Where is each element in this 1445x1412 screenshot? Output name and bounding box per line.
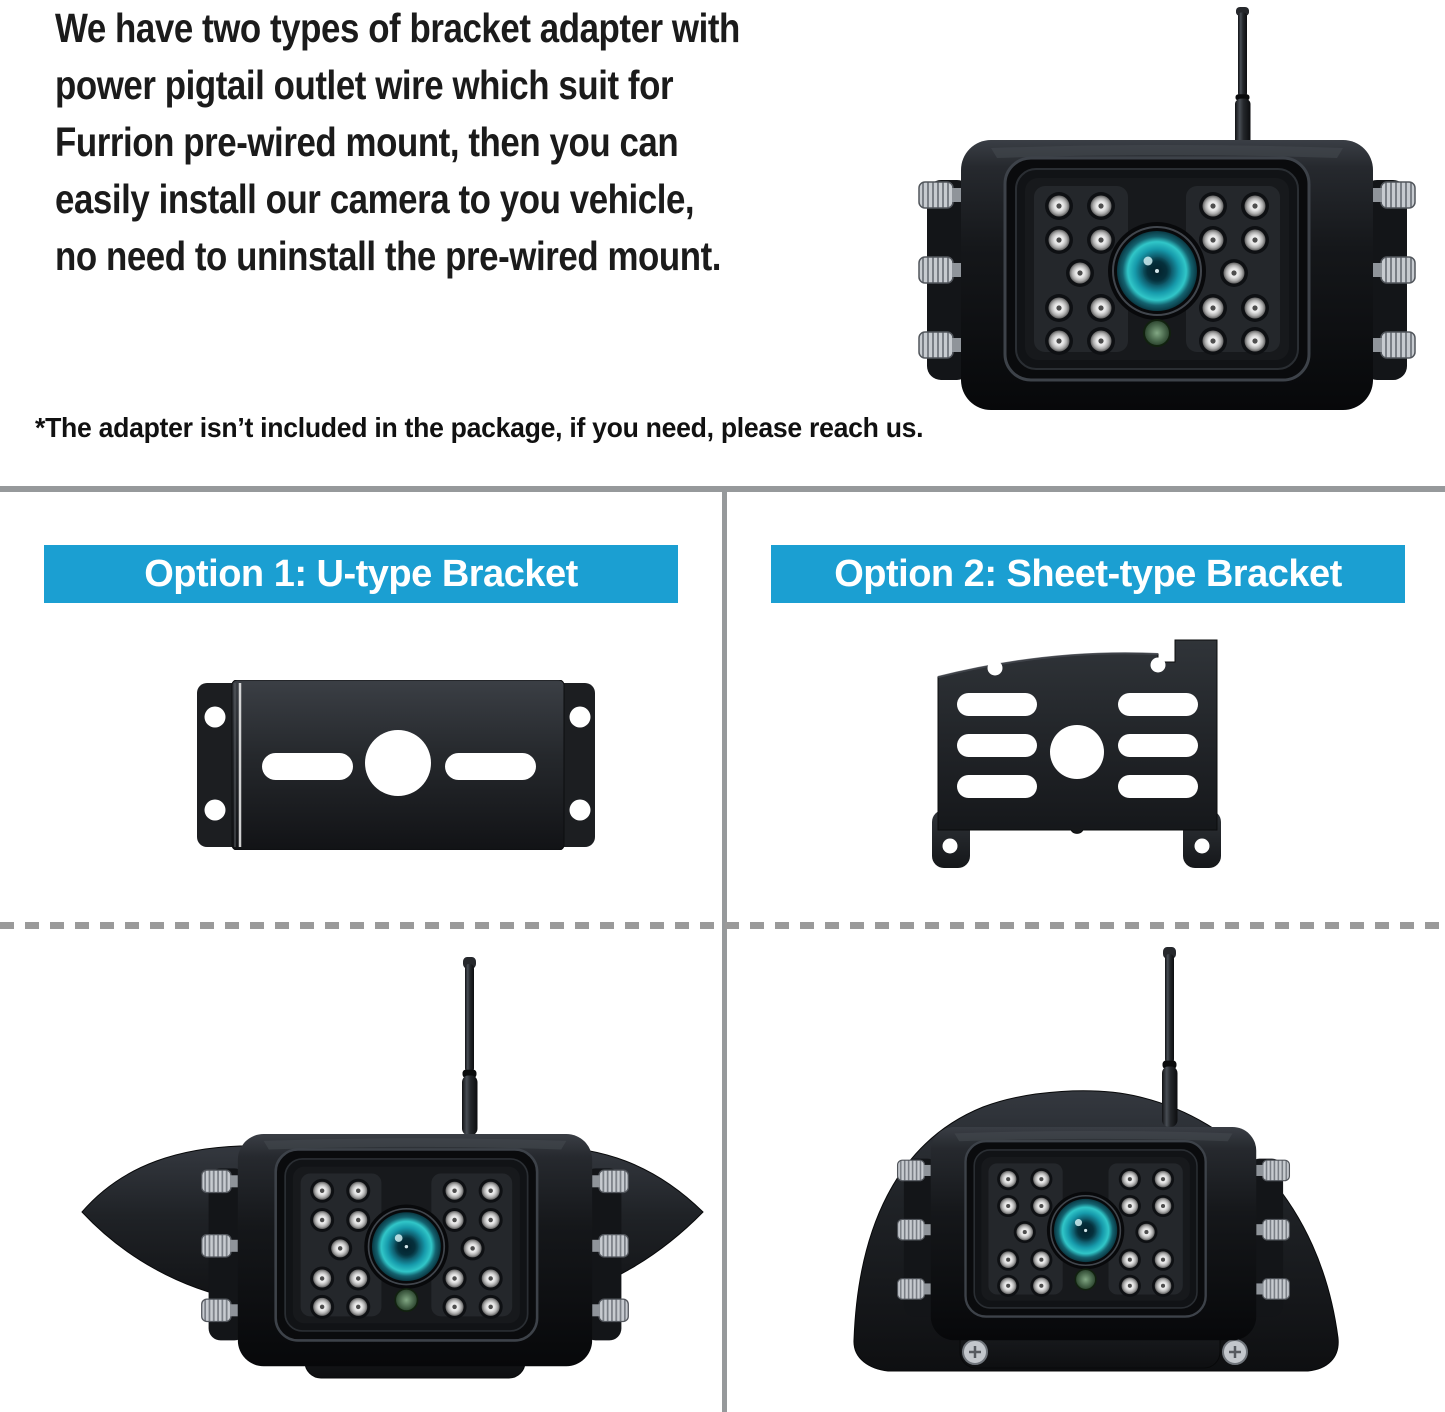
option-2-header: Option 2: Sheet-type Bracket bbox=[771, 545, 1405, 603]
u-type-bracket-photo bbox=[196, 680, 596, 850]
intro-text bbox=[55, 0, 854, 285]
column-divider bbox=[722, 492, 727, 1412]
camera-with-sheet-bracket-photo bbox=[850, 942, 1345, 1387]
u-type-bracket-svg bbox=[196, 680, 596, 850]
intro-line: Furrion pre-wired mount, then you can bbox=[55, 119, 679, 165]
option-1-header: Option 1: U-type Bracket bbox=[44, 545, 678, 603]
dashed-divider bbox=[0, 922, 1445, 929]
sheet-type-bracket-svg bbox=[930, 635, 1225, 870]
camera-with-u-bracket-photo bbox=[80, 950, 705, 1390]
intro-line: power pigtail outlet wire which suit for bbox=[55, 62, 674, 108]
intro-line: easily install our camera to you vehicle, bbox=[55, 176, 695, 222]
camera-with-sheet-bracket-svg bbox=[850, 942, 1345, 1387]
wireless-camera-svg bbox=[915, 0, 1420, 412]
intro-line: We have two types of bracket adapter with bbox=[55, 5, 740, 51]
sheet-type-bracket-photo bbox=[930, 635, 1225, 870]
wireless-camera-photo bbox=[915, 0, 1420, 412]
intro-line: no need to uninstall the pre-wired mount. bbox=[55, 233, 722, 279]
adapter-note: *The adapter isn’t included in the package, if you need, please reach us. bbox=[35, 412, 924, 443]
camera-with-u-bracket-svg bbox=[80, 950, 705, 1390]
